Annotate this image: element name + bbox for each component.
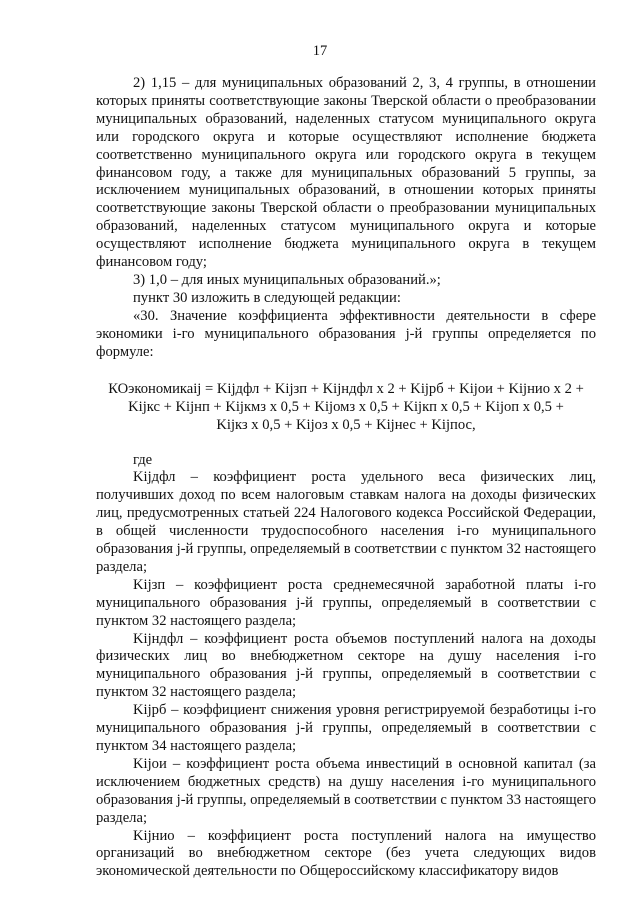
definition-kijoi: Kijои – коэффициент роста объема инвестиций в основной капитал (за исключением бюджетных средств) на душу населения i-го муниципального образования j-й группы, определяемый в соответствии с пунктом 33 настоящего раздела; <box>96 755 596 826</box>
definition-kijnio: Kijнио – коэффициент роста поступлений налога на имущество организаций во внебюджетном секторе (без учета следующих видов экономической деятельности по Общероссийскому классификатору видов <box>96 827 596 880</box>
page-number: 17 <box>312 43 328 59</box>
document-body <box>96 75 596 881</box>
paragraph-coefficient-1-0: 3) 1,0 – для иных муниципальных образований.»; <box>133 271 441 288</box>
formula-line-1: КОэкономикаij = Kijдфл + Kijзп + Kijндфл х 2 + Kijрб + Kijои + Kijнио х 2 + <box>108 380 584 397</box>
paragraph-coefficient-1-15: 2) 1,15 – для муниципальных образований 2, 3, 4 группы, в отношении которых приняты соответствующие законы Тверской области о преобразовании муниципальных образований, наделенных статусом муниципального округа или городского округа и которые осуществляют исполнение бюджета соответственно муниципального округа или городского округа в текущем финансовом году, а также для муниципальных образований 5 группы, за исключением муниципальных образований, в отношении которых приняты соответствующие законы Тверской области о преобразовании муниципальных образований, наделенных статусом муниципального округа и которые осуществляют исполнение бюджета муниципального округа в текущем финансовом году; <box>96 75 596 271</box>
where-label: где <box>133 451 153 468</box>
paragraph-point-30-text: «30. Значение коэффициента эффективности деятельности в сфере экономики i-го муниципального образования j-й группы определяется по формуле: <box>96 307 596 360</box>
definition-kijdfl: Kijдфл – коэффициент роста удельного веса физических лиц, получивших доход по всем налоговым ставкам налога на доходы физических лиц, предусмотренных статьей 224 Налогового кодекса Российской Федерации, в общей численности трудоспособного населения i-го муниципального образования j-й группы, определяемый в соответствии с пунктом 32 настоящего раздела; <box>96 469 596 575</box>
formula-line-2: Kijкс + Kijнп + Kijкмз х 0,5 + Kijомз х 0,5 + Kijкп х 0,5 + Kijоп х 0,5 + <box>128 398 564 415</box>
formula-line-3: Kijкз х 0,5 + Kijоз х 0,5 + Kijнес + Kijпос, <box>216 416 476 433</box>
definition-kijrb: Kijрб – коэффициент снижения уровня регистрируемой безработицы i-го муниципального образования j-й группы, определяемый в соответствии с пунктом 34 настоящего раздела; <box>96 702 596 754</box>
definition-kijndfl: Kijндфл – коэффициент роста объемов поступлений налога на доходы физических лиц во внебюджетном секторе на душу населения i-го муниципального образования j-й группы, определяемый в соответствии с пунктом 32 настоящего раздела; <box>96 630 596 701</box>
definition-kijzp: Kijзп – коэффициент роста среднемесячной заработной платы i-го муниципального образования j-й группы, определяемый в соответствии с пунктом 32 настоящего раздела; <box>96 576 596 629</box>
paragraph-point-30-intro: пункт 30 изложить в следующей редакции: <box>133 289 401 306</box>
formula-block <box>96 380 596 434</box>
